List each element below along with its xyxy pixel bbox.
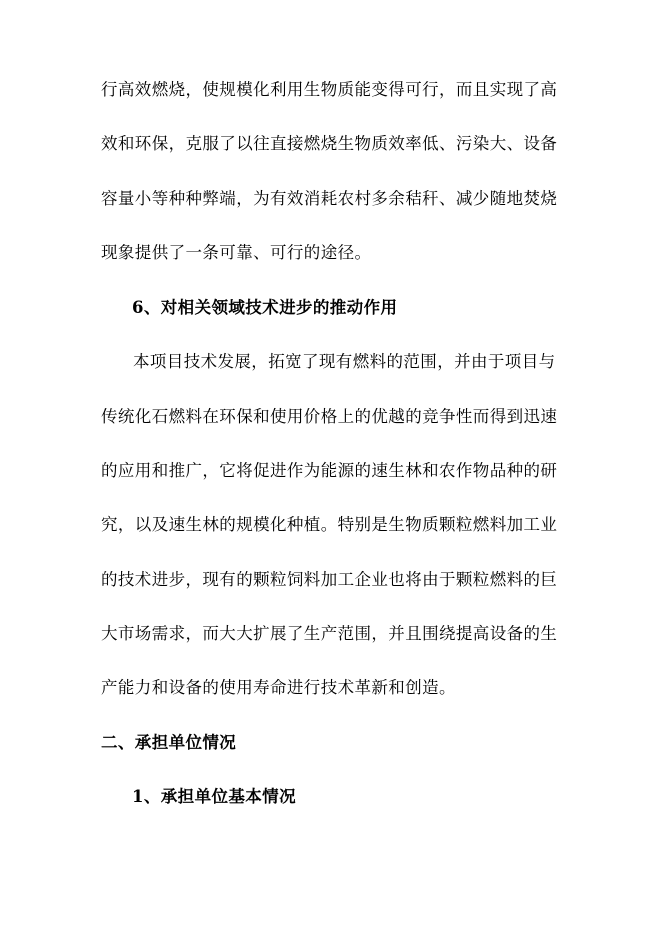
paragraph-line: 产能力和设备的使用寿命进行技术革新和创造。 — [101, 678, 456, 697]
paragraph-line: 现象提供了一条可靠、可行的途径。 — [101, 243, 372, 262]
paragraph-line: 传统化石燃料在环保和使用价格上的优越的竞争性而得到迅速 — [101, 407, 558, 426]
paragraph-line: 行高效燃烧，使规模化利用生物质能变得可行，而且实现了高 — [101, 80, 558, 99]
paragraph-line: 本项目技术发展，拓宽了现有燃料的范围，并由于项目与 — [133, 352, 556, 371]
paragraph-line: 究，以及速生林的规模化种植。特别是生物质颗粒燃料加工业 — [101, 515, 558, 534]
subsection-heading: 1、承担单位基本情况 — [132, 787, 296, 806]
paragraph-line: 大市场需求，而大大扩展了生产范围，并且围绕提高设备的生 — [101, 624, 558, 643]
subsection-heading: 6、对相关领域技术进步的推动作用 — [132, 298, 398, 317]
paragraph-line: 容量小等种种弊端，为有效消耗农村多余秸秆、减少随地焚烧 — [101, 189, 558, 208]
paragraph-line: 的应用和推广，它将促进作为能源的速生林和农作物品种的研 — [101, 461, 558, 480]
paragraph-line: 效和环保，克服了以往直接燃烧生物质效率低、污染大、设备 — [101, 134, 558, 153]
paragraph-line: 的技术进步，现有的颗粒饲料加工企业也将由于颗粒燃料的巨 — [101, 570, 558, 589]
section-heading: 二、承担单位情况 — [101, 733, 237, 752]
